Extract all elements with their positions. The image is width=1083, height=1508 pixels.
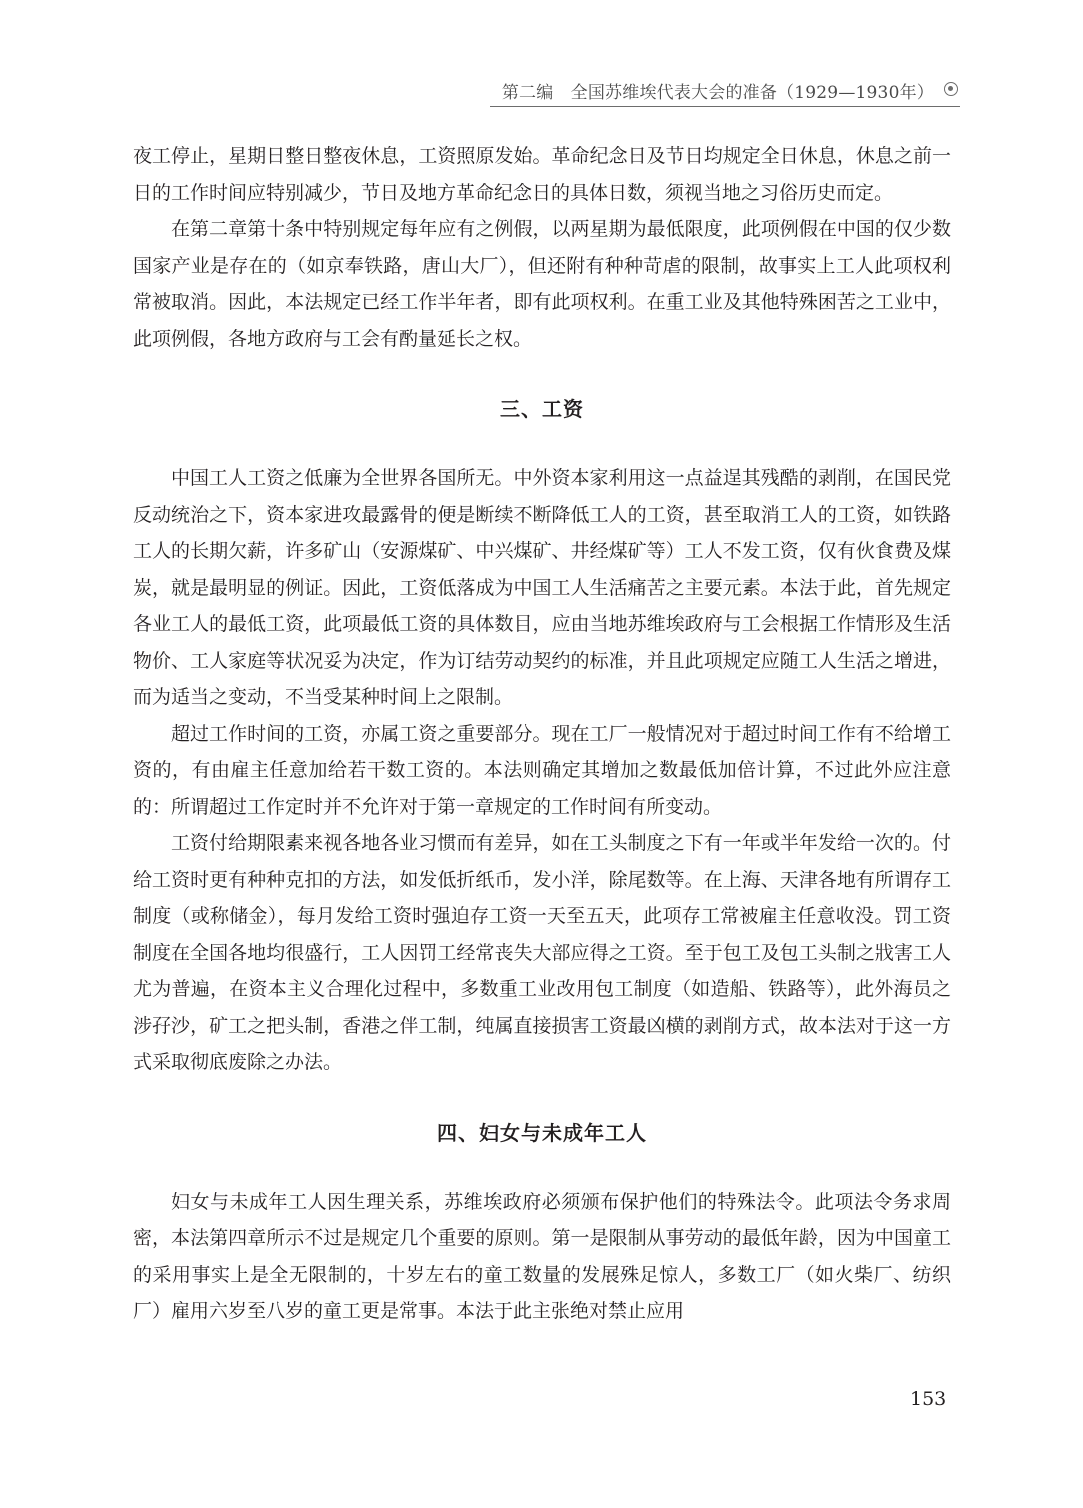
header-ornament-icon bbox=[944, 82, 958, 96]
paragraph-annual-leave: 在第二章第十条中特别规定每年应有之例假，以两星期为最低限度，此项例假在中国的仅少数国家产业是存在的（如京奉铁路，唐山大厂），但还附有种种苛虐的限制，故事实上工人此项权利常被取消。因此，本法规定已经工作半年者，即有此项权利。在重工业及其他特殊困苦之工业中，此项例假，各地方政府与工会有酌量延长之权。 bbox=[133, 218, 951, 350]
running-header bbox=[490, 76, 960, 106]
paragraph-wages-2: 超过工作时间的工资，亦属工资之重要部分。现在工厂一般情况对于超过时间工作有不给增工资的，有由雇主任意加给若干数工资的。本法则确定其增加之数最低加倍计算，不过此外应注意的：所谓超过工作定时并不允许对于第一章规定的工作时间有所变动。 bbox=[133, 722, 951, 818]
paragraph-wages-1: 中国工人工资之低廉为全世界各国所无。中外资本家利用这一点益逞其残酷的剥削，在国民党反动统治之下，资本家进攻最露骨的便是断续不断降低工人的工资，甚至取消工人的工资，如铁路工人的长期欠薪，许多矿山（安源煤矿、中兴煤矿、井经煤矿等）工人不发工资，仅有伙食费及煤炭，就是最明显的例证。因此，工资低落成为中国工人生活痛苦之主要元素。本法于此，首先规定各业工人的最低工资，此项最低工资的具体数目，应由当地苏维埃政府与工会根据工作情形及生活物价、工人家庭等状况妥为决定，作为订结劳动契约的标准，并且此项规定应随工人生活之增进，而为适当之变动，不当受某种时间上之限制。 bbox=[133, 467, 951, 708]
page-number: 153 bbox=[910, 1388, 947, 1410]
paragraph-continued: 夜工停止，星期日整日整夜休息，工资照原发始。革命纪念日及节日均规定全日休息，休息之前一日的工作时间应特别减少，节日及地方革命纪念日的具体日数，须视当地之习俗历史而定。 bbox=[133, 145, 951, 204]
running-header-text: 第二编 全国苏维埃代表大会的准备（1929—1930年） bbox=[501, 83, 934, 103]
paragraph-wages-3: 工资付给期限素来视各地各业习惯而有差异，如在工头制度之下有一年或半年发给一次的。付给工资时更有种种克扣的方法，如发低折纸币，发小洋，除尾数等。在上海、天津各地有所谓存工制度（或称储金），每月发给工资时强迫存工资一天至五天，此项存工常被雇主任意收没。罚工资制度在全国各地均很盛行，工人因罚工经常丧失大部应得之工资。至于包工及包工头制之戕害工人尤为普遍，在资本主义合理化过程中，多数重工业改用包工制度（如造船、铁路等），此外海员之涉孖沙，矿工之把头制，香港之伴工制，纯属直接损害工资最凶横的剥削方式，故本法对于这一方式采取彻底废除之办法。 bbox=[133, 832, 951, 1073]
section-title-women-minors: 四、妇女与未成年工人 bbox=[437, 1120, 647, 1145]
paragraph-women-minors-1: 妇女与未成年工人因生理关系，苏维埃政府必须颁布保护他们的特殊法令。此项法令务求周密，本法第四章所示不过是规定几个重要的原则。第一是限制从事劳动的最低年龄，因为中国童工的采用事实上是全无限制的，十岁左右的童工数量的发展殊足惊人，多数工厂（如火柴厂、纺织厂）雇用六岁至八岁的童工更是常事。本法于此主张绝对禁止应用 bbox=[133, 1190, 951, 1322]
section-title-wages: 三、工资 bbox=[500, 397, 584, 421]
header-rule bbox=[490, 106, 960, 107]
page-body bbox=[133, 138, 951, 1330]
